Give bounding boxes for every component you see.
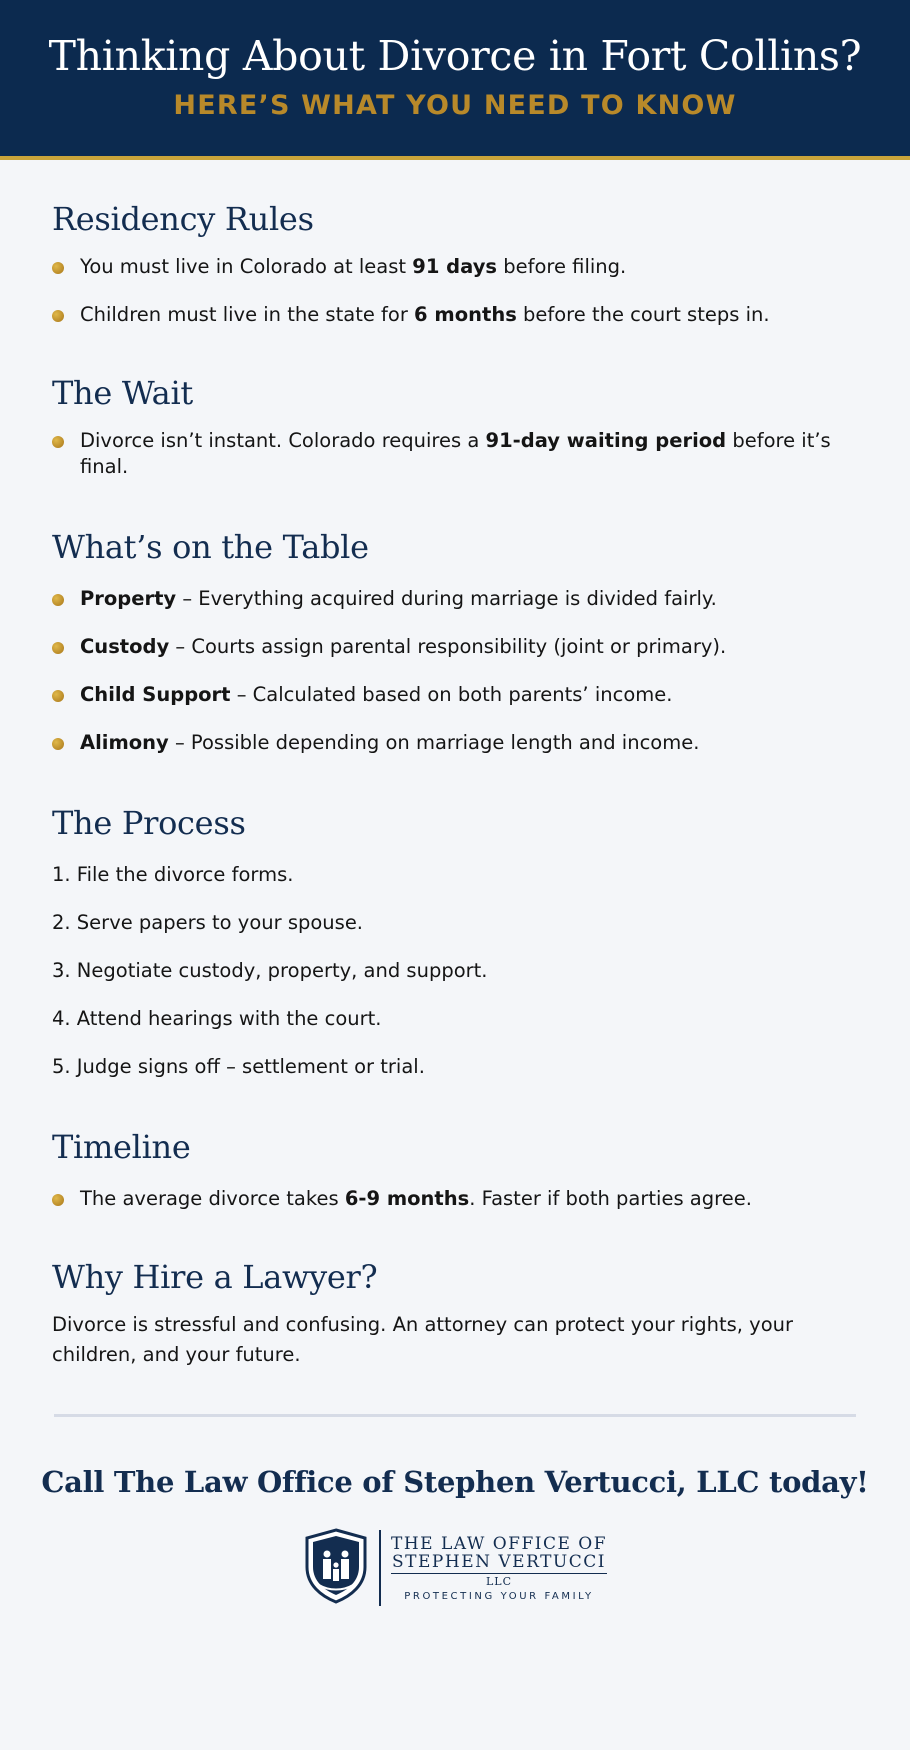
logo-wordmark [391, 1535, 607, 1602]
logo-line1: THE LAW OFFICE OF [390, 1533, 608, 1554]
list-item: Property – Everything acquired during marriage is divided fairly. [52, 586, 858, 612]
section-title-table: What’s on the Table [52, 528, 369, 566]
law-office-logo [0, 1527, 910, 1609]
list-item: The average divorce takes 6-9 months. Faster if both parties agree. [52, 1186, 858, 1212]
main-content [0, 200, 910, 1370]
lawyer-paragraph: Divorce is stressful and confusing. An attorney can protect your rights, your children, and your future. [52, 1313, 793, 1366]
bullet-dot-icon [52, 690, 64, 702]
section-title-process: The Process [52, 804, 246, 842]
bullet-dot-icon [52, 1194, 64, 1206]
bullet-dot-icon [52, 310, 64, 322]
page-subtitle: HERE’S WHAT YOU NEED TO KNOW [173, 90, 737, 121]
list-item: Divorce isn’t instant. Colorado requires a 91-day waiting period before it’s final. [52, 428, 858, 480]
section-title-timeline: Timeline [52, 1128, 191, 1166]
step-item: 1. File the divorce forms. [52, 863, 294, 886]
page-title: Thinking About Divorce in Fort Collins? [48, 32, 862, 80]
table-list [52, 586, 858, 756]
step-item: 3. Negotiate custody, property, and support. [52, 959, 488, 982]
divider [54, 1414, 856, 1417]
logo-line2: STEPHEN VERTUCCI [392, 1551, 606, 1572]
call-to-action: Call The Law Office of Stephen Vertucci, LLC today! [41, 1465, 869, 1499]
process-steps [52, 862, 858, 1080]
logo-llc: LLC [391, 1573, 607, 1588]
logo-separator [379, 1530, 381, 1606]
bullet-dot-icon [52, 738, 64, 750]
shield-family-icon [303, 1527, 369, 1609]
section-title-residency: Residency Rules [52, 200, 314, 238]
list-item: Alimony – Possible depending on marriage length and income. [52, 730, 858, 756]
list-item: Child Support – Calculated based on both parents’ income. [52, 682, 858, 708]
section-title-lawyer: Why Hire a Lawyer? [52, 1258, 378, 1296]
logo-tagline: PROTECTING YOUR FAMILY [404, 1590, 594, 1602]
list-item: You must live in Colorado at least 91 days before filing. [52, 254, 858, 280]
bullet-dot-icon [52, 262, 64, 274]
step-item: 4. Attend hearings with the court. [52, 1007, 382, 1030]
timeline-list [52, 1186, 858, 1212]
bullet-dot-icon [52, 642, 64, 654]
step-item: 2. Serve papers to your spouse. [52, 911, 364, 934]
list-item: Children must live in the state for 6 months before the court steps in. [52, 302, 858, 328]
step-item: 5. Judge signs off – settlement or trial. [52, 1055, 425, 1078]
section-title-wait: The Wait [52, 374, 193, 412]
list-item: Custody – Courts assign parental responsibility (joint or primary). [52, 634, 858, 660]
wait-list [52, 428, 858, 480]
residency-list [52, 254, 858, 328]
bullet-dot-icon [52, 436, 64, 448]
header-banner [0, 0, 910, 160]
bullet-dot-icon [52, 594, 64, 606]
